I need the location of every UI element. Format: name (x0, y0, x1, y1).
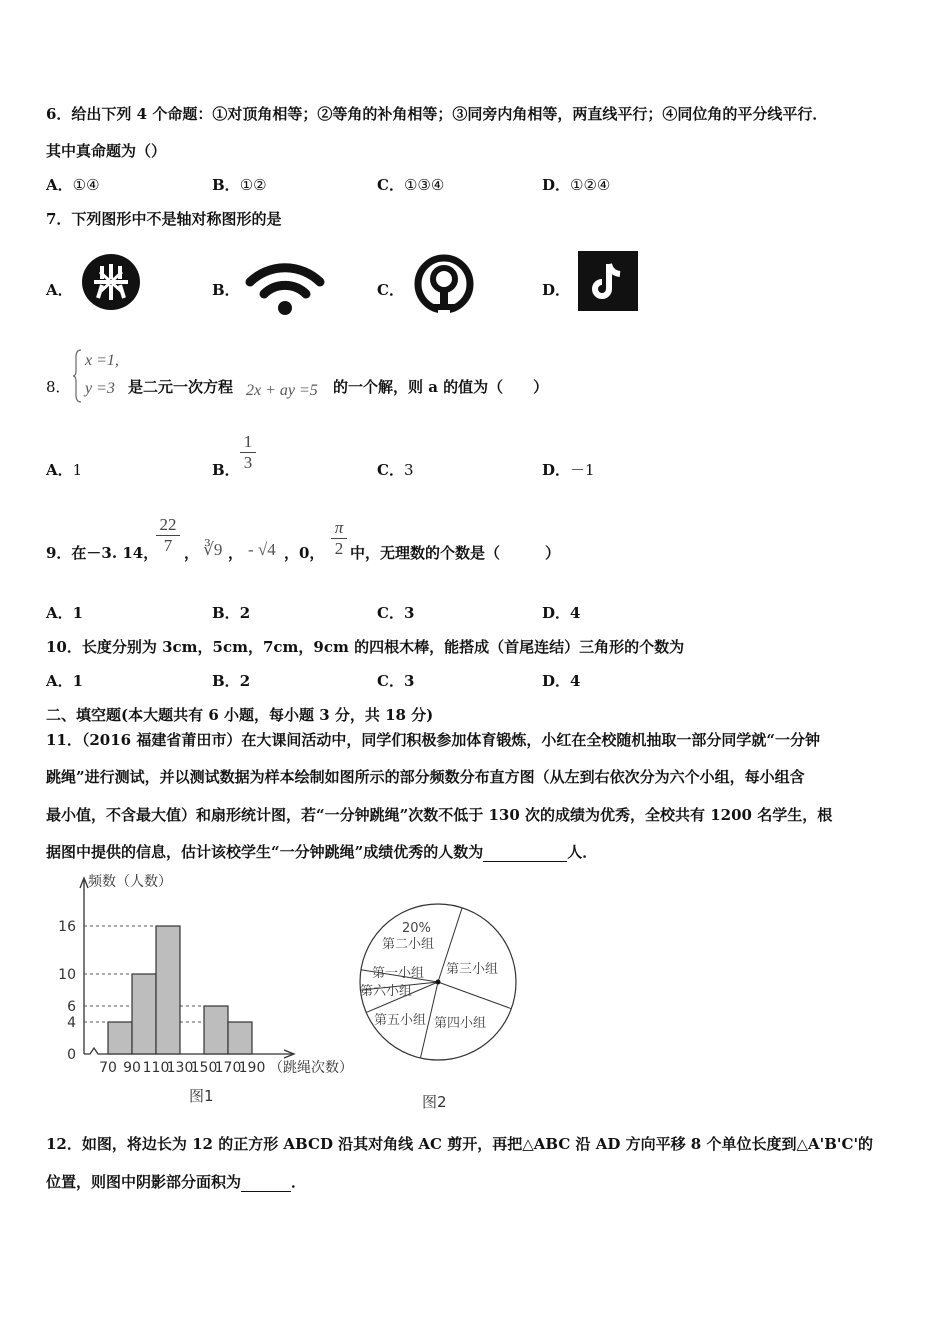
q6-option-c: C．①③④ (377, 176, 445, 194)
pie-annotation-20pct: 20% (402, 921, 431, 936)
histogram-bar-90-110 (132, 974, 156, 1054)
q8-equation: 2x + ay =5 (246, 382, 318, 399)
q9-fraction-pi-2: $\frac{\pi}{2}$ (331, 518, 347, 559)
q8-option-b-label: B． (212, 461, 240, 479)
q8-stem-a: 是二元一次方程 (128, 378, 234, 396)
q11-stem-line3: 最小值，不含最大值）和扇形统计图，若“一分钟跳绳”次数不低于 130 次的成绩为优秀，全校共有 1200 名学生，根 (46, 806, 833, 824)
left-brace-icon (72, 349, 82, 407)
q11-stem-line1: 11．（2016 福建省莆田市）在大课间活动中，同学们积极参加体育锻炼，小红在全校随机抽取一部分同学就“一分钟 (46, 731, 820, 749)
q8-option-b-fraction: $\frac{1}{3}$ (240, 432, 256, 473)
histogram-figure (56, 868, 366, 1112)
pie-slice-label-6: 第六小组 (360, 984, 413, 999)
q11-stem-line2: 跳绳”进行测试，并以测试数据为样本绘制如图所示的部分频数分布直方图（从左到右依次分为六个小组，每小组含 (46, 768, 805, 786)
pie-caption: 图2 (422, 1093, 447, 1111)
q10-option-c: C．3 (377, 672, 415, 690)
pie-center-dot (436, 980, 441, 985)
q9-sep3: ，0， (284, 544, 325, 562)
histogram-y-tick-0: 0 (67, 1047, 76, 1063)
histogram-y-tick-10: 10 (58, 967, 76, 983)
q7-option-a-label: A． (46, 281, 73, 299)
histogram-y-tick-16: 16 (58, 919, 76, 935)
q9-option-b: B．2 (212, 604, 251, 622)
pie-slice-label-2: 第二小组 (382, 937, 435, 952)
q12-answer-blank[interactable] (241, 1173, 291, 1192)
pie-slice-label-3: 第三小组 (446, 962, 499, 977)
histogram-caption: 图1 (189, 1087, 214, 1105)
wifi-icon (244, 258, 326, 322)
section-heading: 二、填空题(本大题共有 6 小题，每小题 3 分，共 18 分) (46, 706, 434, 724)
q9-option-c: C．3 (377, 604, 415, 622)
histogram-y-tick-6: 6 (67, 999, 76, 1015)
pie-slice-label-5: 第五小组 (374, 1013, 427, 1028)
q9-cube-root-9: ∛9 (203, 540, 223, 559)
q6-stem-line2: 其中真命题为（） (46, 142, 167, 160)
railway-logo-icon (412, 254, 476, 320)
q10-option-b: B．2 (212, 672, 251, 690)
tiktok-logo-icon (578, 251, 638, 315)
q8-option-a: A．1 (46, 461, 83, 479)
q9-sep1: ， (184, 544, 200, 562)
histogram-x-tick-190: 190 (238, 1060, 266, 1076)
q9-stem-suffix: 中，无理数的个数是（ ） (350, 544, 561, 562)
q8-stem-b: 的一个解，则 a 的值为（ ） (333, 378, 549, 396)
histogram-y-tick-4: 4 (67, 1015, 76, 1031)
q9-sep2: ， (228, 544, 244, 562)
histogram-x-tick-110: 110 (142, 1060, 170, 1076)
q11-stem-line4: 据图中提供的信息，估计该校学生“一分钟跳绳”成绩优秀的人数为 人． (46, 843, 598, 861)
metro-logo-icon (80, 252, 142, 316)
q12-stem-line1: 12．如图，将边长为 12 的正方形 ABCD 沿其对角线 AC 剪开，再把△ABC 沿 AD 方向平移 8 个单位长度到△A'B'C'的 (46, 1135, 874, 1153)
q6-option-a: A．①④ (46, 176, 100, 194)
q6-option-b: B．①② (212, 176, 267, 194)
q9-neg-sqrt-4: - √4 (248, 540, 276, 559)
q8-system-line2: y =3 (85, 380, 115, 397)
histogram-bar-150-170 (204, 1006, 228, 1054)
histogram-bar-70-90 (108, 1022, 132, 1054)
q12-stem-line2: 位置，则图中阴影部分面积为 ． (46, 1173, 307, 1191)
q10-option-d: D．4 (542, 672, 581, 690)
q7-option-b-label: B． (212, 281, 240, 299)
q6-stem-line1: 6．给出下列 4 个命题：①对顶角相等；②等角的补角相等；③同旁内角相等，两直线平行；④同位角的平分线平行． (46, 105, 828, 123)
q7-option-c-label: C． (377, 281, 404, 299)
q9-option-a: A．1 (46, 604, 84, 622)
pie-slice-label-1: 第一小组 (372, 966, 425, 981)
q7-option-d-label: D． (542, 281, 571, 299)
histogram-x-tick-170: 170 (214, 1060, 242, 1076)
q10-stem: 10．长度分别为 3cm，5cm，7cm，9cm 的四根木棒，能搭成（首尾连结）三角形的个数为 (46, 638, 685, 656)
q9-stem-prefix: 9．在－3. 14， (46, 544, 159, 562)
histogram-x-tick-70: 70 (99, 1060, 117, 1076)
pie-slice-label-4: 第四小组 (434, 1016, 487, 1031)
q6-option-d: D．①②④ (542, 176, 611, 194)
q8-option-c: C．3 (377, 461, 414, 479)
histogram-x-tick-130: 130 (166, 1060, 194, 1076)
q8-number: 8． (46, 378, 71, 396)
histogram-bar-170-190 (228, 1022, 252, 1054)
histogram-x-tick-150: 150 (190, 1060, 218, 1076)
q9-option-d: D．4 (542, 604, 581, 622)
q9-fraction-22-7: $\frac{22}{7}$ (156, 515, 180, 556)
q8-option-d: D．－1 (542, 461, 595, 479)
q10-option-a: A．1 (46, 672, 84, 690)
histogram-bar-110-130 (156, 926, 180, 1054)
histogram-x-tick-90: 90 (123, 1060, 141, 1076)
histogram-y-axis-label: 频数（人数） (88, 874, 172, 890)
histogram-x-axis-label: （跳绳次数） (269, 1060, 353, 1076)
pie-chart-figure (356, 896, 526, 1116)
q7-stem: 7．下列图形中不是轴对称图形的是 (46, 210, 282, 228)
q11-answer-blank[interactable] (483, 843, 567, 862)
q8-system-line1: x =1, (85, 352, 119, 369)
